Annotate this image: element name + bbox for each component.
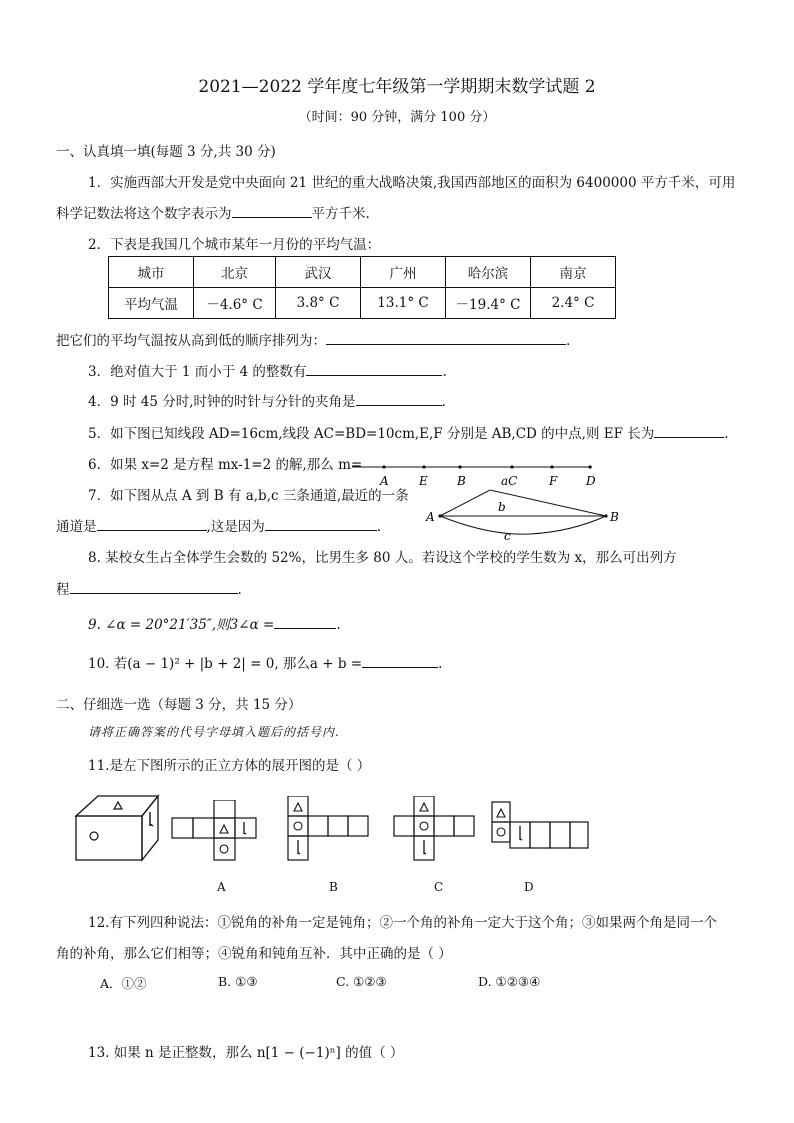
- label-c: aC: [501, 474, 518, 488]
- question-10-text: 10. 若(a − 1)² + |b + 2| = 0, 那么a + b =: [88, 656, 363, 672]
- answer-blank-1[interactable]: [232, 204, 312, 218]
- label-a: A: [380, 474, 389, 488]
- triangle-icon: [114, 802, 122, 809]
- question-5: [88, 422, 729, 442]
- circle-icon: [220, 845, 228, 853]
- question-6: 6．如果 x=2 是方程 mx-1=2 的解,那么 m=: [88, 457, 363, 473]
- question-11: 11.是左下图所示的正立方体的展开图的是（ ）: [88, 758, 371, 774]
- cube-front-face: [76, 816, 142, 860]
- question-2-text: 把它们的平均气温按从高到低的顺序排列为：: [56, 333, 326, 349]
- triangle-icon: [497, 809, 505, 817]
- point-c: [510, 465, 513, 468]
- circle-icon: [294, 822, 302, 830]
- label-d: D: [586, 474, 596, 488]
- table-cell: 北京: [194, 257, 276, 288]
- answer-blank-2[interactable]: [326, 331, 566, 345]
- temperature-table: [108, 256, 616, 319]
- circle-icon: [420, 822, 428, 830]
- path-a: [440, 490, 606, 516]
- table-cell: 南京: [531, 257, 616, 288]
- section-2-heading: 二、仔细选一选（每题 3 分，共 15 分）: [56, 697, 302, 713]
- line-mark-icon: [520, 826, 522, 840]
- net-option-b: [284, 796, 384, 868]
- question-7-text: 通道是: [56, 519, 97, 535]
- label-b: B: [457, 474, 466, 488]
- question-3-text: 3．绝对值大于 1 而小于 4 的整数有: [88, 364, 307, 380]
- line-mark-icon: [298, 840, 300, 854]
- point-e: [422, 465, 425, 468]
- question-5-text: 5．如下图已知线段 AD=16cm,线段 AC=BD=10cm,E,F 分别是 AB,CD 的中点,则 EF 长为: [88, 426, 655, 442]
- table-cell: 广州: [361, 257, 446, 288]
- question-13: 13. 如果 n 是正整数，那么 n[1 − (−1)ⁿ] 的值（ ）: [88, 1045, 404, 1061]
- point-a: [382, 465, 385, 468]
- path-c: [440, 516, 606, 534]
- q12-option-d[interactable]: D. ①②③④: [478, 974, 541, 989]
- question-2-line-2: [56, 329, 570, 349]
- answer-blank-3[interactable]: [306, 362, 442, 376]
- answer-blank-4[interactable]: [356, 392, 442, 406]
- option-d-label: D: [524, 880, 534, 894]
- question-12-line-2: 角的补角，那么它们相等；④锐角和钝角互补．其中正确的是（ ）: [56, 946, 452, 962]
- label-a: A: [426, 510, 435, 524]
- table-cell: 2.4° C: [531, 288, 616, 319]
- answer-blank-10[interactable]: [362, 654, 438, 668]
- point-b: [458, 465, 461, 468]
- table-cell: 城市: [109, 257, 194, 288]
- question-8-text: 程: [56, 582, 70, 598]
- exam-subtitle: （时间：90 分钟，满分 100 分）: [298, 110, 496, 125]
- point-d: [588, 465, 591, 468]
- option-c-label: C: [434, 880, 444, 894]
- q12-option-b[interactable]: B. ①③: [218, 974, 258, 989]
- line-mark-icon: [244, 822, 246, 834]
- period: .: [566, 333, 571, 349]
- section-2-instruction: 请将正确答案的代号字母填入题后的括号内.: [88, 725, 340, 739]
- point-b: [604, 514, 607, 517]
- circle-icon: [90, 832, 98, 840]
- question-10: [88, 652, 442, 672]
- question-1-line-2: [56, 202, 370, 222]
- period: .: [237, 582, 242, 598]
- page-title: 2021—2022 学年度七年级第一学期期末数学试题 2: [198, 77, 596, 97]
- question-4-text: 4．9 时 45 分时,时钟的时针与分针的夹角是: [88, 394, 356, 410]
- answer-blank-8[interactable]: [70, 580, 238, 594]
- label-path-c: c: [504, 529, 511, 543]
- net-option-a: [168, 800, 272, 870]
- question-9-text: 9. ∠α = 20°21′35″,则3∠α =: [88, 617, 275, 633]
- table-cell: 武汉: [276, 257, 361, 288]
- net-option-c: [392, 796, 476, 868]
- period: .: [441, 394, 446, 410]
- question-2-line-1: 2．下表是我国几个城市某年一月份的平均气温：: [88, 237, 381, 253]
- line-mark-icon: [150, 812, 153, 826]
- answer-blank-7a[interactable]: [97, 517, 207, 531]
- circle-icon: [497, 828, 505, 836]
- answer-blank-9[interactable]: [274, 615, 336, 629]
- q12-option-a[interactable]: A．①②: [100, 976, 147, 991]
- table-row: [109, 257, 616, 288]
- table-cell: 13.1° C: [361, 288, 446, 319]
- label-b: B: [610, 510, 619, 524]
- section-1-heading: 一、认真填一填(每题 3 分,共 30 分): [56, 144, 276, 160]
- answer-blank-7b[interactable]: [265, 517, 377, 531]
- cube-figure: [70, 792, 160, 864]
- table-cell: 3.8° C: [276, 288, 361, 319]
- answer-blank-5[interactable]: [654, 424, 724, 438]
- question-8-line-2: [56, 578, 242, 598]
- cube-top-face: [76, 796, 158, 816]
- triangle-icon: [420, 803, 428, 811]
- period: .: [336, 617, 341, 633]
- question-8-line-1: 8. 某校女生占全体学生会数的 52%，比男生多 80 人。若设这个学校的学生数为 x，那么可出列方: [88, 550, 677, 566]
- option-b-label: B: [329, 880, 338, 894]
- question-3: [88, 360, 447, 380]
- cube-right-face: [142, 796, 158, 860]
- period: .: [442, 364, 447, 380]
- label-f: F: [549, 474, 558, 488]
- period: .: [438, 656, 443, 672]
- question-1-line-1: 1．实施西部大开发是党中央面向 21 世纪的重大战略决策,我国西部地区的面积为 6400000 平方千米，可用: [88, 175, 736, 191]
- question-4: [88, 390, 446, 410]
- q12-option-c[interactable]: C. ①②③: [336, 974, 387, 989]
- point-a: [438, 514, 441, 517]
- net-option-d: [490, 800, 590, 860]
- point-f: [550, 465, 553, 468]
- triangle-icon: [294, 803, 302, 811]
- table-cell: －4.6° C: [194, 288, 276, 319]
- question-12-line-1: 12.有下列四种说法：①锐角的补角一定是钝角；②一个角的补角一定大于这个角；③如果两个角是同一个: [88, 915, 717, 931]
- question-1-text: 科学记数法将这个数字表示为: [56, 206, 232, 222]
- question-7-text-2: ,这是因为: [206, 519, 265, 535]
- option-a-label: A: [217, 880, 226, 894]
- table-row: [109, 288, 616, 319]
- triangle-icon: [220, 825, 228, 833]
- table-cell: 平均气温: [109, 288, 194, 319]
- table-cell: －19.4° C: [446, 288, 531, 319]
- label-e: E: [419, 474, 428, 488]
- period: .: [724, 426, 729, 442]
- table-cell: 哈尔滨: [446, 257, 531, 288]
- question-9: [88, 613, 341, 633]
- question-7-line-2: [56, 515, 381, 535]
- line-mark-icon: [424, 840, 426, 854]
- period: .: [376, 519, 382, 535]
- label-path-b: b: [498, 500, 506, 514]
- question-1-unit: 平方千米.: [311, 206, 370, 222]
- paths-figure: [420, 478, 630, 544]
- question-7-line-1: 7．如下图从点 A 到 B 有 a,b,c 三条通道,最近的一条: [88, 488, 409, 504]
